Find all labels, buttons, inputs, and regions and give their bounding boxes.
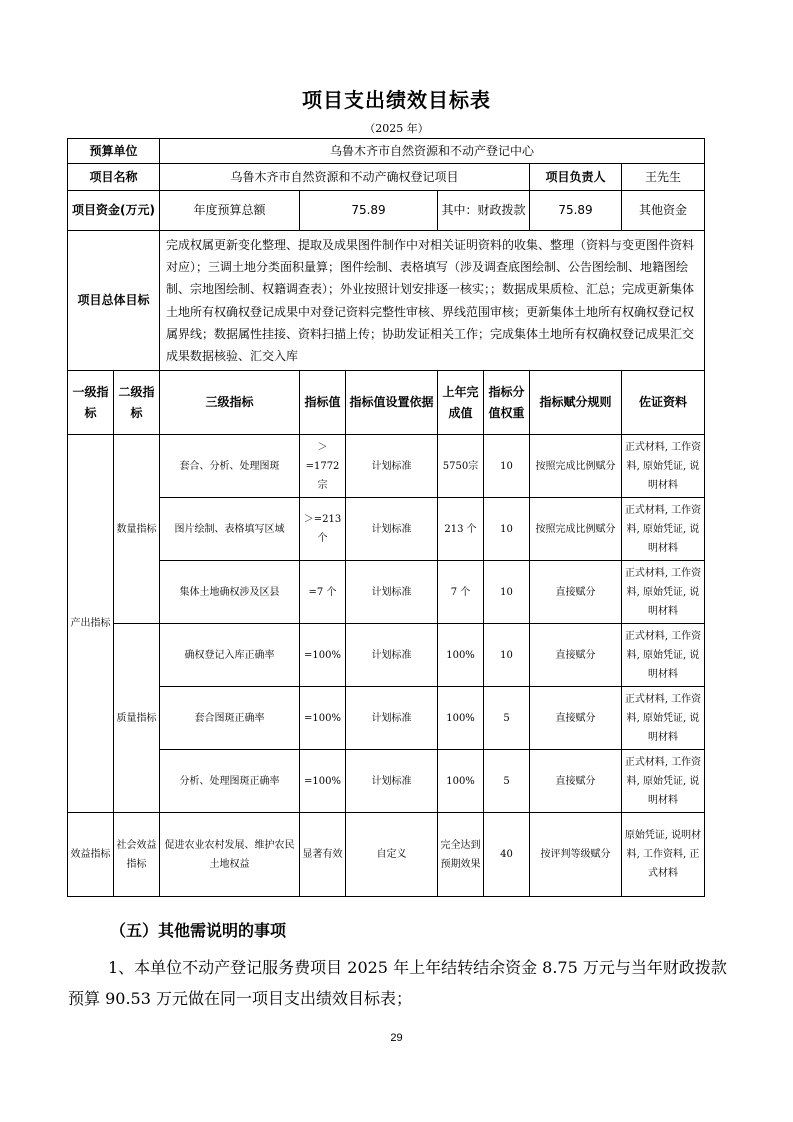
table-row — [68, 750, 705, 813]
row-basis: 自定义 — [346, 813, 438, 897]
table-row — [68, 687, 705, 750]
row-rule: 直接赋分 — [530, 561, 622, 624]
project-leader-label: 项目负责人 — [530, 164, 622, 191]
row-last: 5750宗 — [438, 435, 484, 498]
annual-total-label: 年度预算总额 — [160, 191, 300, 231]
row-basis: 计划标准 — [346, 687, 438, 750]
group-social: 社会效益指标 — [114, 813, 160, 897]
row-evidence: 正式材料, 工作资料, 原始凭证, 说明材料 — [622, 435, 705, 498]
row-rule: 按照完成比例赋分 — [530, 498, 622, 561]
header-rule: 指标赋分规则 — [530, 371, 622, 435]
table-row — [68, 624, 705, 687]
group-output: 产出指标 — [68, 435, 114, 813]
row-value: =100% — [300, 624, 346, 687]
section-heading: （五）其他需说明的事项 — [110, 921, 287, 940]
row-last: 完全达到预期效果 — [438, 813, 484, 897]
header-level2: 二级指标 — [114, 371, 160, 435]
row-rule: 直接赋分 — [530, 687, 622, 750]
budget-unit-value: 乌鲁木齐市自然资源和不动产登记中心 — [160, 139, 705, 164]
table-row — [68, 435, 705, 498]
row-weight: 5 — [484, 687, 530, 750]
overall-goal-text: 完成权属更新变化整理、提取及成果图件制作中对相关证明资料的收集、整理（资料与变更图件资料对应）；三调土地分类面积量算；图件绘制、表格填写（涉及调查底图绘制、公告图绘制、地籍图绘制、宗地图绘制、权籍调查表）；外业按照计划安排逐一核实；；数据成果质检、汇总；完成更新集体土地所有权确权登记成果中对登记资料完整性审核、界线范围审核；更新集体土地所有权确权登记权属界线；数据属性挂接、资料扫描上传；协助发证相关工作；完成集体土地所有权确权登记成果汇交成果数据核验、汇交入库 — [160, 231, 705, 371]
header-level1: 一级指标 — [68, 371, 114, 435]
table-row — [68, 813, 705, 897]
header-value: 指标值 — [300, 371, 346, 435]
row-evidence: 正式材料, 工作资料, 原始凭证, 说明材料 — [622, 750, 705, 813]
row-last: 7 个 — [438, 561, 484, 624]
row-value: 显著有效 — [300, 813, 346, 897]
project-name-label: 项目名称 — [68, 164, 160, 191]
project-name-value: 乌鲁木齐市自然资源和不动产确权登记项目 — [160, 164, 530, 191]
row-name: 图片绘制、表格填写区域 — [160, 498, 300, 561]
fiscal-label: 其中：财政拨款 — [438, 191, 530, 231]
row-name: 集体土地确权涉及区县 — [160, 561, 300, 624]
row-evidence: 正式材料, 工作资料, 原始凭证, 说明材料 — [622, 687, 705, 750]
row-value: =100% — [300, 750, 346, 813]
table-row — [68, 561, 705, 624]
row-basis: 计划标准 — [346, 561, 438, 624]
row-basis: 计划标准 — [346, 624, 438, 687]
row-evidence: 正式材料, 工作资料, 原始凭证, 说明材料 — [622, 624, 705, 687]
group-benefit: 效益指标 — [68, 813, 114, 897]
row-name: 促进农业农村发展、维护农民土地权益 — [160, 813, 300, 897]
year-label: （2025 年） — [364, 122, 429, 135]
row-value: =7 个 — [300, 561, 346, 624]
header-last-year: 上年完成值 — [438, 371, 484, 435]
row-weight: 40 — [484, 813, 530, 897]
row-evidence: 原始凭证, 说明材料, 工作资料, 正式材料 — [622, 813, 705, 897]
row-last: 213 个 — [438, 498, 484, 561]
row-value: ＞=1772宗 — [300, 435, 346, 498]
overall-goal-label: 项目总体目标 — [68, 231, 160, 371]
project-leader-value: 王先生 — [622, 164, 705, 191]
row-weight: 10 — [484, 498, 530, 561]
row-rule: 按照完成比例赋分 — [530, 435, 622, 498]
row-rule: 按评判等级赋分 — [530, 813, 622, 897]
fiscal-value: 75.89 — [530, 191, 622, 231]
group-quality: 质量指标 — [114, 624, 160, 813]
row-name: 分析、处理图斑正确率 — [160, 750, 300, 813]
row-last: 100% — [438, 624, 484, 687]
row-basis: 计划标准 — [346, 435, 438, 498]
row-name: 套合图斑正确率 — [160, 687, 300, 750]
row-value: =100% — [300, 687, 346, 750]
row-weight: 10 — [484, 624, 530, 687]
project-funds-label: 项目资金(万元) — [68, 191, 160, 231]
performance-target-table — [67, 138, 705, 897]
row-weight: 10 — [484, 435, 530, 498]
budget-unit-label: 预算单位 — [68, 139, 160, 164]
row-last: 100% — [438, 687, 484, 750]
row-last: 100% — [438, 750, 484, 813]
row-name: 套合、分析、处理图斑 — [160, 435, 300, 498]
table-row — [68, 498, 705, 561]
row-name: 确权登记入库正确率 — [160, 624, 300, 687]
row-rule: 直接赋分 — [530, 624, 622, 687]
row-basis: 计划标准 — [346, 750, 438, 813]
other-funds-label: 其他资金 — [622, 191, 705, 231]
row-evidence: 正式材料, 工作资料, 原始凭证, 说明材料 — [622, 561, 705, 624]
header-basis: 指标值设置依据 — [346, 371, 438, 435]
group-quantity: 数量指标 — [114, 435, 160, 624]
page-number: 29 — [390, 1032, 403, 1044]
header-weight: 指标分值权重 — [484, 371, 530, 435]
row-weight: 10 — [484, 561, 530, 624]
page-title: 项目支出绩效目标表 — [302, 88, 491, 112]
annual-total-value: 75.89 — [300, 191, 438, 231]
row-rule: 直接赋分 — [530, 750, 622, 813]
header-evidence: 佐证资料 — [622, 371, 705, 435]
row-weight: 5 — [484, 750, 530, 813]
row-evidence: 正式材料, 工作资料, 原始凭证, 说明材料 — [622, 498, 705, 561]
body-paragraph: 1、本单位不动产登记服务费项目 2025 年上年结转结余资金 8.75 万元与当年财政拨款预算 90.53 万元做在同一项目支出绩效目标表； — [68, 958, 727, 1008]
row-value: ＞=213个 — [300, 498, 346, 561]
header-level3: 三级指标 — [160, 371, 300, 435]
row-basis: 计划标准 — [346, 498, 438, 561]
